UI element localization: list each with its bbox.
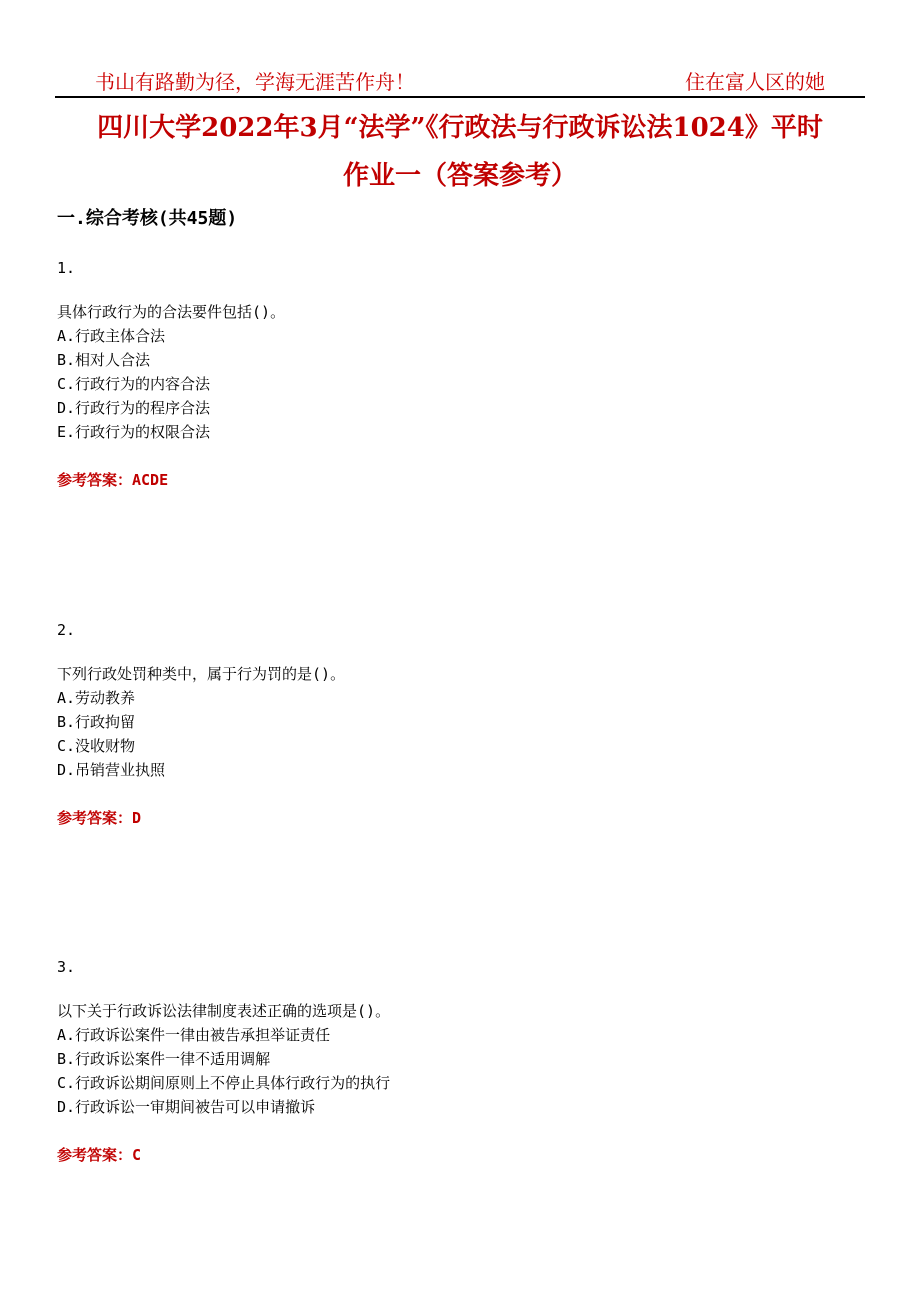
question-stem: 具体行政行为的合法要件包括()。 [57, 303, 286, 321]
option-b: B.行政拘留 [57, 713, 136, 731]
option-d: D.行政行为的程序合法 [57, 399, 211, 417]
option-e: E.行政行为的权限合法 [57, 423, 211, 441]
question-3 [57, 957, 867, 1167]
option-a: A.行政主体合法 [57, 327, 166, 345]
question-number: 2. [57, 621, 76, 639]
document-title [40, 104, 880, 200]
option-a: A.劳动教养 [57, 689, 136, 707]
page-header [55, 64, 865, 98]
reference-answer: 参考答案：D [57, 809, 142, 827]
option-d: D.吊销营业执照 [57, 761, 166, 779]
question-2 [57, 620, 867, 830]
question-stem: 以下关于行政诉讼法律制度表述正确的选项是()。 [57, 1002, 391, 1020]
option-b: B.行政诉讼案件一律不适用调解 [57, 1050, 271, 1068]
reference-answer: 参考答案：ACDE [57, 471, 169, 489]
section-heading: 一.综合考核(共45题) [57, 208, 238, 229]
option-c: C.行政诉讼期间原则上不停止具体行政行为的执行 [57, 1074, 391, 1092]
header-author: 住在富人区的她 [685, 70, 825, 94]
question-number: 1. [57, 259, 76, 277]
option-b: B.相对人合法 [57, 351, 151, 369]
option-a: A.行政诉讼案件一律由被告承担举证责任 [57, 1026, 331, 1044]
document-title-line-1: 四川大学2022年3月“法学”《行政法与行政诉讼法1024》平时 [97, 113, 823, 143]
question-stem: 下列行政处罚种类中，属于行为罚的是()。 [57, 665, 346, 683]
header-slogan: 书山有路勤为径，学海无涯苦作舟！ [95, 70, 415, 94]
option-d: D.行政诉讼一审期间被告可以申请撤诉 [57, 1098, 316, 1116]
document-title-line-2: 作业一（答案参考） [342, 161, 577, 191]
reference-answer: 参考答案：C [57, 1146, 142, 1164]
question-number: 3. [57, 958, 76, 976]
option-c: C.没收财物 [57, 737, 136, 755]
question-1 [57, 258, 867, 492]
option-c: C.行政行为的内容合法 [57, 375, 211, 393]
